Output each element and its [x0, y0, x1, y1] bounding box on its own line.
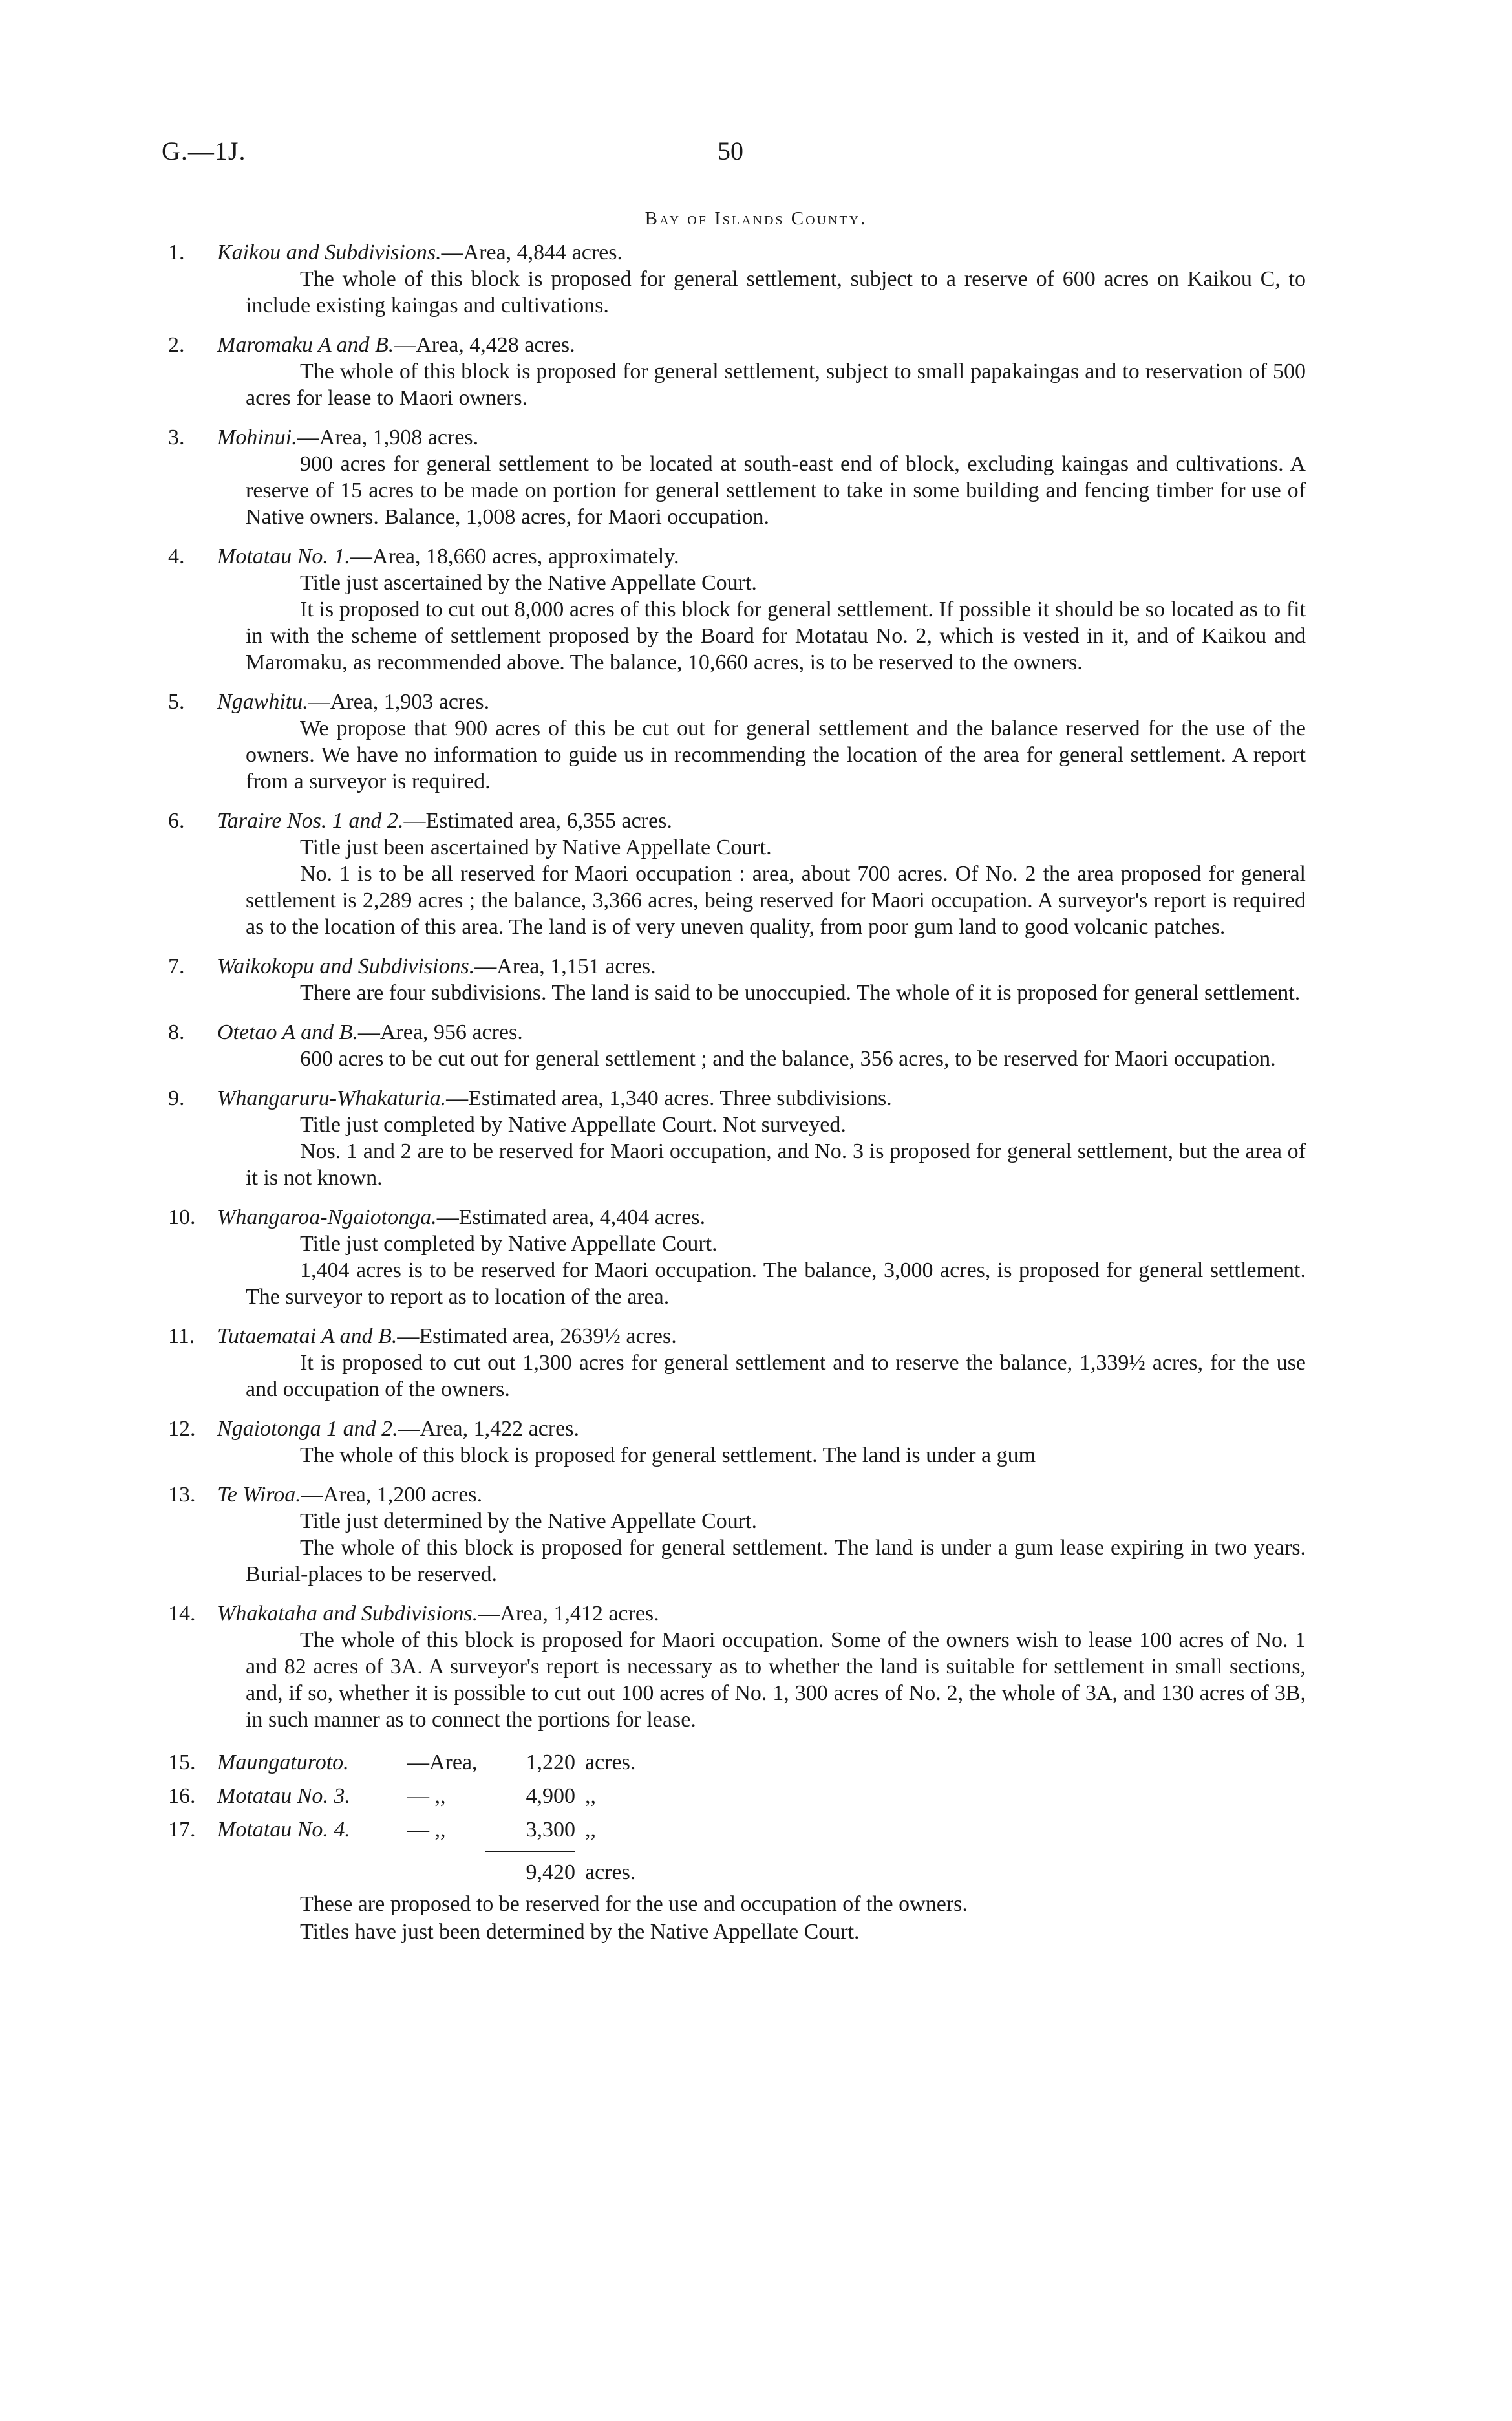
area-label: —Area,	[407, 1750, 478, 1774]
entry-paragraph	[168, 715, 1306, 795]
entry-paragraph	[168, 1231, 1306, 1257]
entry-paragraph	[168, 570, 1306, 596]
block-name: Otetao A and B.	[217, 1020, 358, 1044]
entry-heading	[168, 1415, 1306, 1442]
entry-number: 17.	[168, 1818, 196, 1842]
entry-heading	[168, 953, 1306, 980]
entry-number: 11.	[168, 1324, 195, 1348]
entry-heading	[168, 689, 1306, 715]
paragraph-text: Title just completed by Native Appellate Court.	[300, 1232, 718, 1256]
entry-number: 1.	[168, 241, 185, 264]
area-value: 3,300	[526, 1818, 575, 1842]
paragraph-text: There are four subdivisions. The land is said to be unoccupied. The whole of it is proposed for general settlement.	[300, 981, 1301, 1005]
list-item	[168, 543, 1306, 676]
paragraph-text: The whole of this block is proposed for general settlement. The land is under a gum	[300, 1443, 1036, 1467]
entry-number: 4.	[168, 544, 185, 568]
entry-paragraph	[168, 861, 1306, 940]
total-row	[168, 1851, 1306, 1889]
entry-paragraph	[168, 1257, 1306, 1310]
area-unit: ,,	[585, 1784, 596, 1808]
area-value: 1,220	[526, 1750, 575, 1774]
entry-area: —Estimated area, 1,340 acres. Three subdivisions.	[446, 1086, 892, 1110]
paragraph-text: The whole of this block is proposed for general settlement. The land is under a gum lease expiring in two years. Burial-places to be reserved.	[246, 1536, 1306, 1586]
entry-paragraph	[168, 358, 1306, 411]
block-name: Ngaiotonga 1 and 2.	[217, 1417, 398, 1441]
list-item	[168, 332, 1306, 411]
entry-number: 13.	[168, 1483, 196, 1507]
entry-area: —Area, 1,412 acres.	[478, 1602, 659, 1626]
entry-area: —Estimated area, 2639½ acres.	[397, 1324, 677, 1348]
paragraph-text: 1,404 acres is to be reserved for Maori occupation. The balance, 3,000 acres, is proposed for general settlement. The surveyor to report as to location of the area.	[246, 1258, 1306, 1309]
entry-heading	[168, 543, 1306, 570]
entry-paragraph	[168, 1112, 1306, 1138]
list-item	[168, 1600, 1306, 1733]
entry-number: 16.	[168, 1784, 196, 1808]
paragraph-text: 900 acres for general settlement to be located at south-east end of block, excluding kaingas and cultivations. A reserve of 15 acres to be made on portion for general settlement to take in some building and fencing timber for use of Native owners. Balance, 1,008 acres, for Maori occupation.	[246, 452, 1306, 529]
entry-heading	[168, 239, 1306, 266]
paragraph-text: Title just ascertained by the Native Appellate Court.	[300, 571, 757, 595]
entry-heading	[168, 1323, 1306, 1350]
entry-paragraph	[168, 1138, 1306, 1191]
paragraph-text: Title just completed by Native Appellate Court. Not surveyed.	[300, 1113, 846, 1137]
area-value: 4,900	[526, 1784, 575, 1808]
entry-number: 8.	[168, 1020, 185, 1044]
entry-paragraph	[168, 834, 1306, 861]
entry-number: 10.	[168, 1205, 196, 1229]
entry-heading	[168, 1481, 1306, 1508]
total-value: 9,420	[526, 1860, 575, 1884]
entry-area: —Area, 1,200 acres.	[301, 1483, 483, 1507]
block-name: Waikokopu and Subdivisions.	[217, 954, 475, 978]
entry-list	[168, 239, 1306, 1945]
block-name: Motatau No. 1.	[217, 544, 350, 568]
entry-paragraph	[168, 1350, 1306, 1403]
list-item	[168, 1085, 1306, 1191]
block-name: Whangaruru-Whakaturia.	[217, 1086, 447, 1110]
block-name: Mohinui.	[217, 425, 297, 449]
entry-number: 12.	[168, 1417, 196, 1441]
entry-number: 2.	[168, 333, 185, 357]
entry-heading	[168, 424, 1306, 451]
entry-paragraph	[168, 1627, 1306, 1733]
entry-area: —Area, 18,660 acres, approximately.	[350, 544, 679, 568]
table-row	[168, 1746, 1306, 1780]
entry-area: —Area, 4,844 acres.	[441, 241, 623, 264]
entry-number: 15.	[168, 1750, 196, 1774]
entry-area: —Area, 4,428 acres.	[394, 333, 575, 357]
entry-area: —Area, 956 acres.	[357, 1020, 523, 1044]
area-unit: acres.	[585, 1750, 636, 1774]
entry-heading	[168, 332, 1306, 358]
block-name: Whangaroa-Ngaiotonga.	[217, 1205, 437, 1229]
entry-paragraph	[168, 1508, 1306, 1534]
paragraph-text: It is proposed to cut out 8,000 acres of this block for general settlement. If possible it should be so located as to fit in with the scheme of settlement proposed by the Board for Motatau No. 2, which is vested in it, and of Kaikou and Maromaku, as recommended above. The balance, 10,660 acres, is to be reserved to the owners.	[246, 597, 1306, 674]
paragraph-text: It is proposed to cut out 1,300 acres for general settlement and to reserve the balance, 1,339½ acres, for the use and occupation of the owners.	[246, 1351, 1306, 1401]
page-header	[162, 136, 1306, 175]
paragraph-text: No. 1 is to be all reserved for Maori occupation : area, about 700 acres. Of No. 2 the area proposed for general settlement is 2,289 acres ; the balance, 3,366 acres, being reserved for Maori occupation. A surveyor's report is required as to the location of this area. The land is of very uneven quality, from poor gum land to good volcanic patches.	[246, 862, 1306, 939]
area-label: — ,,	[407, 1818, 446, 1842]
entry-paragraph	[168, 266, 1306, 319]
sum-rule-divider	[485, 1851, 575, 1852]
entry-area: —Estimated area, 6,355 acres.	[403, 809, 672, 833]
list-item	[168, 953, 1306, 1006]
block-name: Whakataha and Subdivisions.	[217, 1602, 478, 1626]
list-item	[168, 424, 1306, 530]
entry-heading	[168, 1204, 1306, 1231]
entry-heading	[168, 808, 1306, 834]
block-name: Motatau No. 3.	[217, 1784, 350, 1808]
list-item	[168, 1204, 1306, 1310]
block-name: Kaikou and Subdivisions.	[217, 241, 442, 264]
entry-paragraph	[168, 596, 1306, 676]
entry-heading	[168, 1019, 1306, 1046]
entry-area: —Area, 1,422 acres.	[398, 1417, 579, 1441]
paragraph-text: We propose that 900 acres of this be cut out for general settlement and the balance reserved for the use of the owners. We have no information to guide us in recommending the location of the area for general settlement. A report from a surveyor is required.	[246, 716, 1306, 793]
paragraph-text: 600 acres to be cut out for general settlement ; and the balance, 356 acres, to be reserved for Maori occupation.	[300, 1047, 1276, 1071]
entry-paragraph	[168, 1046, 1306, 1072]
paragraph-text: The whole of this block is proposed for general settlement, subject to small papakaingas and to reservation of 500 acres for lease to Maori owners.	[246, 360, 1306, 410]
closing-line: Titles have just been determined by the Native Appellate Court.	[300, 1920, 860, 1944]
list-item	[168, 808, 1306, 940]
table-row	[168, 1780, 1306, 1813]
total-unit: acres.	[585, 1860, 636, 1884]
entry-area: —Estimated area, 4,404 acres.	[436, 1205, 706, 1229]
section-title: Bay of Islands County.	[644, 208, 868, 229]
entry-number: 6.	[168, 809, 185, 833]
list-item	[168, 689, 1306, 795]
entry-paragraph	[168, 1534, 1306, 1587]
block-name: Maromaku A and B.	[217, 333, 394, 357]
block-name: Tutaematai A and B.	[217, 1324, 398, 1348]
entry-number: 7.	[168, 954, 185, 978]
area-unit: ,,	[585, 1818, 596, 1842]
summary-table	[168, 1746, 1306, 1945]
entry-area: —Area, 1,151 acres.	[474, 954, 656, 978]
entry-number: 5.	[168, 690, 185, 714]
block-name: Motatau No. 4.	[217, 1818, 350, 1842]
entry-number: 14.	[168, 1602, 196, 1626]
paragraph-text: The whole of this block is proposed for Maori occupation. Some of the owners wish to lease 100 acres of No. 1 and 82 acres of 3A. A surveyor's report is necessary as to whether the land is suitable for settlement in small sections, and, if so, whether it is possible to cut out 100 acres of No. 1, 300 acres of No. 2, the whole of 3A, and 130 acres of 3B, in such manner as to connect the portions for lease.	[246, 1628, 1306, 1732]
entry-heading	[168, 1600, 1306, 1627]
paragraph-text: The whole of this block is proposed for general settlement, subject to a reserve of 600 acres on Kaikou C, to include existing kaingas and cultivations.	[246, 267, 1306, 317]
block-name: Ngawhitu.	[217, 690, 308, 714]
entry-paragraph	[168, 980, 1306, 1006]
list-item	[168, 1481, 1306, 1587]
entry-area: —Area, 1,908 acres.	[297, 425, 479, 449]
block-name: Maungaturoto.	[217, 1750, 349, 1774]
list-item	[168, 1415, 1306, 1469]
block-name: Taraire Nos. 1 and 2.	[217, 809, 404, 833]
list-item	[168, 239, 1306, 319]
paragraph-text: Nos. 1 and 2 are to be reserved for Maori occupation, and No. 3 is proposed for general settlement, but the area of it is not known.	[246, 1139, 1306, 1190]
entry-heading	[168, 1085, 1306, 1112]
entry-number: 3.	[168, 425, 185, 449]
page-number: 50	[718, 136, 743, 166]
entry-paragraph	[168, 451, 1306, 530]
entry-paragraph	[168, 1442, 1306, 1469]
list-item	[168, 1019, 1306, 1072]
paragraph-text: Title just determined by the Native Appellate Court.	[300, 1509, 757, 1533]
block-name: Te Wiroa.	[217, 1483, 301, 1507]
closing-line: These are proposed to be reserved for the use and occupation of the owners.	[300, 1892, 968, 1916]
table-row	[168, 1813, 1306, 1847]
entry-area: —Area, 1,903 acres.	[308, 690, 490, 714]
entry-number: 9.	[168, 1086, 185, 1110]
paragraph-text: Title just been ascertained by Native Appellate Court.	[300, 835, 772, 859]
list-item	[168, 1323, 1306, 1403]
document-reference: G.—1J.	[162, 136, 246, 166]
area-label: — ,,	[407, 1784, 446, 1808]
